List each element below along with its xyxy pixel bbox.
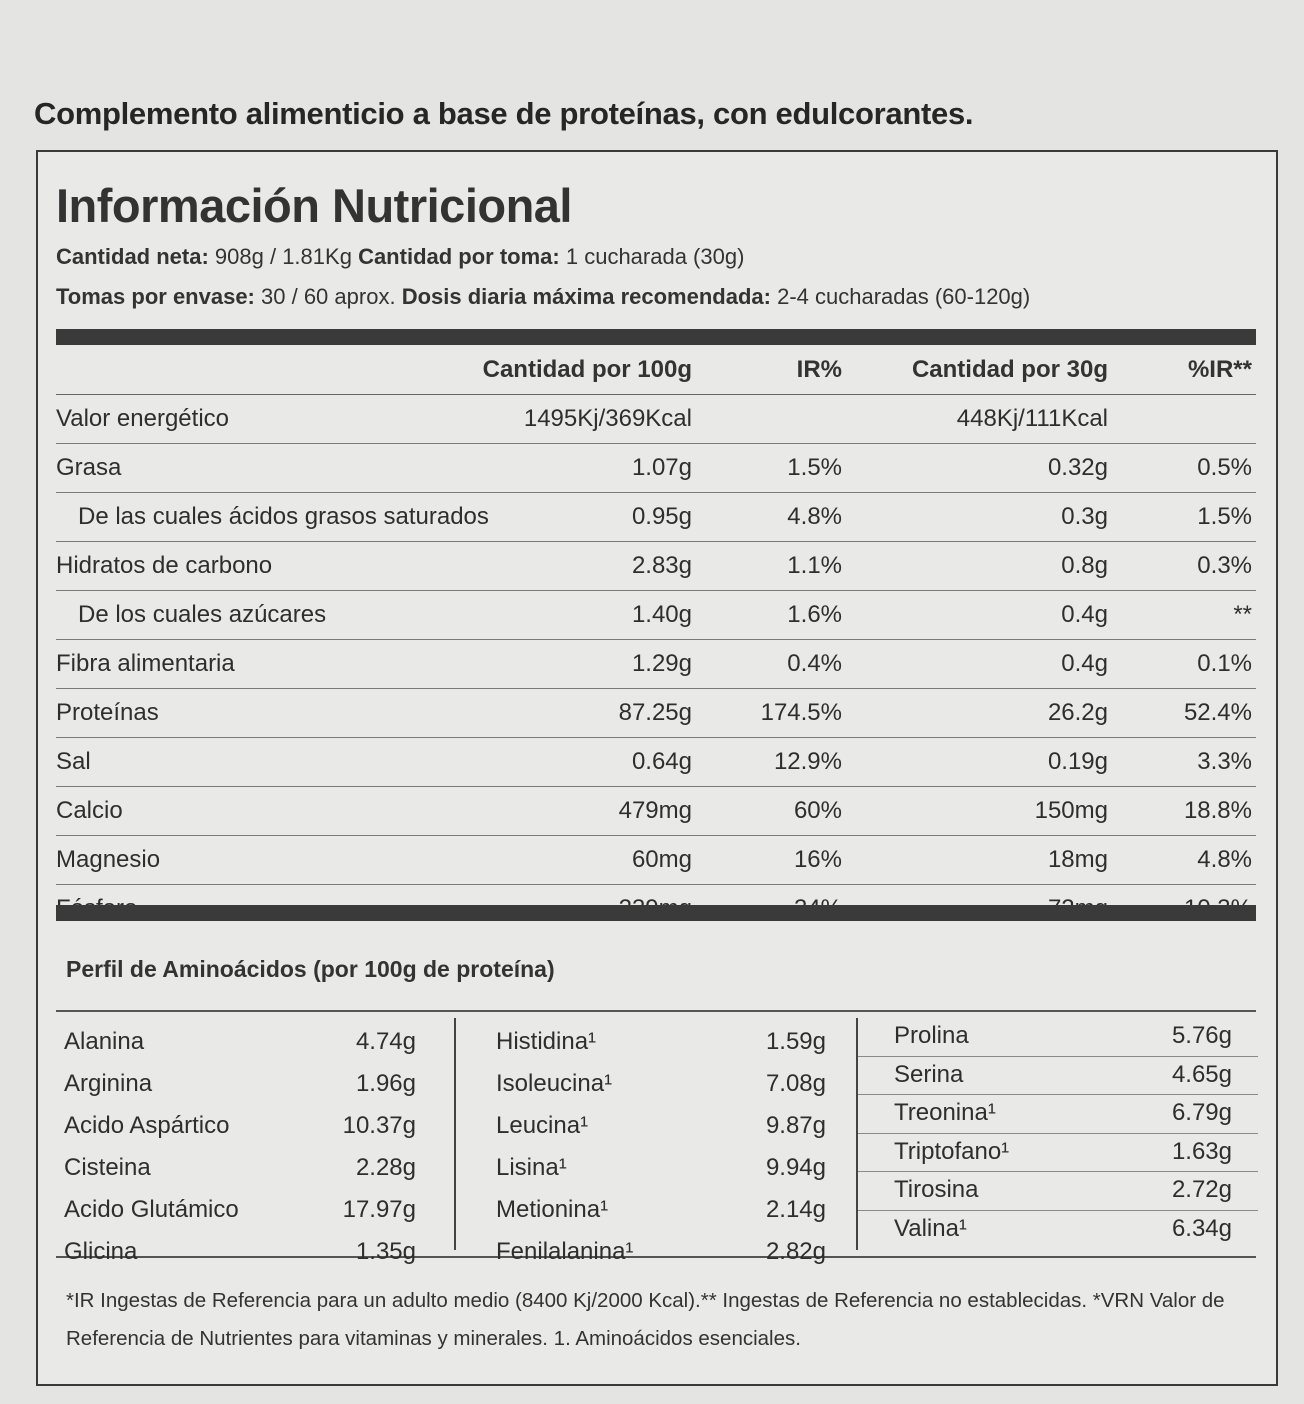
amino-value: 9.94g — [765, 1154, 826, 1181]
table-row — [56, 542, 1256, 591]
max-dose-label: Dosis diaria máxima recomendada: — [401, 284, 771, 309]
list-item — [858, 1211, 1258, 1249]
table-row — [56, 738, 1256, 787]
divider-bar — [56, 905, 1256, 921]
amino-value: 17.97g — [342, 1196, 416, 1223]
product-description: Complemento alimenticio a base de proteínas, con edulcorantes. — [34, 96, 974, 131]
list-item — [56, 1060, 436, 1102]
table-row — [56, 444, 1256, 493]
list-item — [456, 1102, 828, 1144]
row-per30: 26.2g — [1047, 699, 1108, 726]
amino-value: 6.34g — [1171, 1214, 1232, 1242]
row-pir: 4.8% — [1197, 846, 1252, 873]
row-per100: 2.83g — [631, 552, 692, 579]
max-dose-value: 2-4 cucharadas (60-120g) — [777, 284, 1031, 309]
list-item — [456, 1144, 828, 1186]
header-pir: %IR** — [1187, 356, 1252, 383]
amino-name: Fenilalanina¹ — [496, 1238, 634, 1265]
row-pir: 52.4% — [1183, 699, 1252, 726]
amino-name: Serina — [894, 1060, 964, 1088]
amino-value: 1.59g — [765, 1028, 826, 1055]
row-pir: ** — [1233, 601, 1252, 628]
row-pir: 1.5% — [1197, 503, 1252, 530]
table-row — [56, 787, 1256, 836]
amino-name: Treonina¹ — [894, 1099, 996, 1126]
row-ir: 4.8% — [787, 503, 842, 530]
row-name: Proteínas — [56, 699, 159, 726]
amino-name: Prolina — [894, 1022, 969, 1049]
row-per100: 0.95g — [631, 503, 692, 530]
row-per30: 0.32g — [1047, 454, 1108, 481]
list-item — [858, 1018, 1258, 1057]
amino-column — [56, 1018, 436, 1265]
row-ir: 0.4% — [787, 650, 842, 677]
amino-title: Perfil de Aminoácidos (por 100g de proteína) — [66, 956, 555, 982]
row-name: Hidratos de carbono — [56, 552, 273, 579]
row-per30: 0.4g — [1061, 601, 1108, 628]
net-label: Cantidad neta: — [56, 244, 209, 269]
row-pir: 3.3% — [1197, 748, 1252, 775]
row-ir: 60% — [793, 797, 842, 824]
meta-line-1 — [56, 244, 744, 270]
row-name: Calcio — [56, 797, 123, 824]
row-per100: 1.40g — [631, 601, 692, 628]
row-name: Magnesio — [56, 846, 161, 873]
amino-name: Metionina¹ — [496, 1196, 609, 1223]
list-item — [456, 1018, 828, 1060]
row-name: Fibra alimentaria — [56, 650, 235, 677]
amino-value: 5.76g — [1171, 1022, 1232, 1049]
amino-value: 1.96g — [355, 1070, 416, 1097]
divider-bar — [56, 329, 1256, 345]
amino-value: 2.72g — [1171, 1176, 1232, 1203]
amino-name: Cisteina — [64, 1154, 151, 1181]
header-per100: Cantidad por 100g — [482, 356, 692, 383]
serving-label: Cantidad por toma: — [358, 244, 560, 269]
amino-name: Lisina¹ — [496, 1154, 567, 1181]
row-per100: 1495Kj/369Kcal — [523, 405, 692, 432]
row-per100: 0.64g — [631, 748, 692, 775]
amino-name: Tirosina — [894, 1176, 979, 1203]
net-value: 908g / 1.81Kg — [214, 244, 352, 269]
row-per100: 479mg — [618, 797, 692, 824]
amino-value: 1.63g — [1171, 1137, 1232, 1165]
amino-name: Alanina — [64, 1028, 145, 1055]
amino-value: 6.79g — [1171, 1099, 1232, 1126]
nutrition-table — [56, 350, 1256, 933]
row-ir: 1.5% — [787, 454, 842, 481]
row-name: De las cuales ácidos grasos saturados — [78, 503, 489, 530]
list-item — [56, 1018, 436, 1060]
amino-value: 7.08g — [765, 1070, 826, 1097]
row-per30: 150mg — [1034, 797, 1108, 824]
list-item — [858, 1057, 1258, 1096]
servings-value: 30 / 60 aprox. — [261, 284, 396, 309]
header-ir: IR% — [796, 356, 842, 383]
amino-name: Acido Aspártico — [64, 1112, 230, 1139]
amino-name: Arginina — [64, 1070, 153, 1097]
table-row — [56, 493, 1256, 542]
row-per100: 60mg — [631, 846, 692, 873]
table-row — [56, 640, 1256, 689]
amino-value: 4.65g — [1171, 1060, 1232, 1088]
amino-table — [56, 1010, 1256, 1265]
row-pir: 0.1% — [1197, 650, 1252, 677]
amino-value: 10.37g — [342, 1112, 416, 1139]
amino-value: 1.35g — [355, 1238, 416, 1265]
list-item — [858, 1095, 1258, 1134]
nutrition-panel — [36, 150, 1278, 1386]
list-item — [56, 1144, 436, 1186]
table-row — [56, 395, 1256, 444]
amino-name: Triptofano¹ — [894, 1137, 1010, 1165]
table-row — [56, 836, 1256, 885]
amino-value: 2.82g — [765, 1238, 826, 1265]
row-per30: 0.4g — [1061, 650, 1108, 677]
list-item — [56, 1186, 436, 1228]
row-per100: 1.07g — [631, 454, 692, 481]
row-name: Sal — [56, 748, 91, 775]
serving-value: 1 cucharada (30g) — [565, 244, 745, 269]
row-pir: 0.3% — [1197, 552, 1252, 579]
amino-column — [856, 1018, 1258, 1250]
row-name: Valor energético — [56, 405, 229, 432]
table-row — [56, 689, 1256, 738]
amino-name: Isoleucina¹ — [496, 1070, 613, 1097]
list-item — [456, 1228, 828, 1270]
row-ir: 12.9% — [773, 748, 842, 775]
header-per30: Cantidad por 30g — [911, 356, 1108, 383]
row-per30: 0.8g — [1061, 552, 1108, 579]
row-ir: 16% — [793, 846, 842, 873]
row-pir: 0.5% — [1197, 454, 1252, 481]
amino-column — [454, 1018, 828, 1265]
list-item — [456, 1186, 828, 1228]
row-ir: 1.1% — [787, 552, 842, 579]
row-per100: 1.29g — [631, 650, 692, 677]
amino-name: Acido Glutámico — [64, 1196, 239, 1223]
row-per30: 0.19g — [1047, 748, 1108, 775]
row-per30: 18mg — [1047, 846, 1108, 873]
row-ir: 174.5% — [760, 699, 842, 726]
amino-name: Glicina — [64, 1238, 138, 1265]
row-per30: 0.3g — [1061, 503, 1108, 530]
row-per30: 448Kj/111Kcal — [956, 405, 1108, 432]
footnote: *IR Ingestas de Referencia para un adulto medio (8400 Kj/2000 Kcal).** Ingestas de Referencia no establecidas. *VRN Valor de Referencia de Nutrientes para vitaminas y minerales. 1. Aminoácidos esenciales. — [66, 1289, 1225, 1350]
amino-value: 9.87g — [765, 1112, 826, 1139]
amino-name: Valina¹ — [894, 1214, 967, 1242]
table-header — [56, 350, 1256, 395]
amino-value: 4.74g — [355, 1028, 416, 1055]
row-pir: 18.8% — [1183, 797, 1252, 824]
list-item — [456, 1060, 828, 1102]
servings-label: Tomas por envase: — [56, 284, 255, 309]
row-name: De los cuales azúcares — [78, 601, 327, 628]
list-item — [56, 1102, 436, 1144]
amino-name: Histidina¹ — [496, 1028, 597, 1055]
table-row — [56, 591, 1256, 640]
list-item — [858, 1134, 1258, 1173]
panel-title: Información Nutricional — [56, 179, 572, 232]
list-item — [858, 1172, 1258, 1211]
amino-value: 2.14g — [765, 1196, 826, 1223]
row-ir: 1.6% — [787, 601, 842, 628]
list-item — [56, 1228, 436, 1270]
meta-line-2 — [56, 284, 1030, 310]
row-name: Grasa — [56, 454, 122, 481]
amino-name: Leucina¹ — [496, 1112, 589, 1139]
row-per100: 87.25g — [618, 699, 692, 726]
amino-value: 2.28g — [355, 1154, 416, 1181]
